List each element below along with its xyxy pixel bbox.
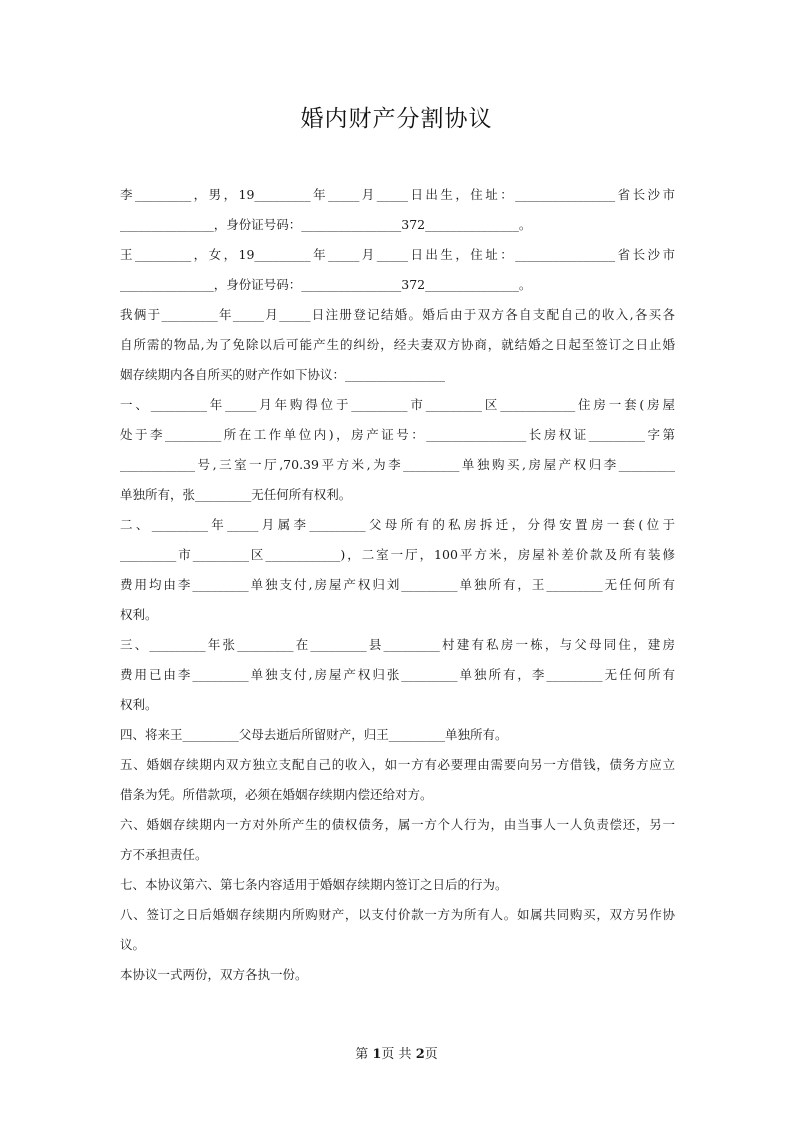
current-page-number: 1 [372, 1047, 382, 1062]
text-line: 三、_________年张_________在_________县_________村建有私房一栋，与父母同住，建房 [120, 637, 675, 652]
page-number-middle: 页 共 [381, 1047, 416, 1062]
text-line: 费用已由李_________单独支付,房屋产权归张_________单独所有，李_________无任何所有 [120, 667, 675, 682]
text-line: _______________，身份证号码：________________372_______________。 [120, 217, 532, 232]
text-line: 本协议一式两份，双方各执一份。 [120, 967, 308, 982]
text-line: 单独所有，张_________无任何所有权利。 [120, 487, 352, 502]
text-line: 我俩于_________年_____月_____日注册登记结婚。婚后由于双方各自支配自己的收入,各买各 [120, 307, 675, 322]
text-line: 四、将来王_________父母去逝后所留财产，归王_________单独所有。 [120, 727, 508, 742]
page-footer [0, 1043, 793, 1062]
text-line: 议。 [120, 937, 146, 952]
text-line: 自所需的物品,为了免除以后可能产生的纠纷，经夫妻双方协商，就结婚之日起至签订之日止婚 [120, 337, 675, 352]
document-body [120, 180, 675, 990]
text-line: 七、本协议第六、第七条内容适用于婚姻存续期内签订之日后的行为。 [120, 877, 508, 892]
text-line: 五、婚姻存续期内双方独立支配自己的收入，如一方有必要理由需要向另一方借钱，债务方应立 [120, 757, 675, 772]
text-line: 借条为凭。所借款项，必须在婚姻存续期内偿还给对方。 [120, 787, 433, 802]
page-number-suffix: 页 [424, 1047, 438, 1062]
text-line: _______________，身份证号码：________________372_______________。 [120, 277, 532, 292]
text-line: 王_________，女，19_________年_____月_____日出生，住址：________________省长沙市 [120, 247, 675, 262]
page-number-prefix: 第 [355, 1047, 373, 1062]
text-line: 处于李_________所在工作单位内)，房产证号：________________长房权证_________字第 [120, 427, 675, 442]
text-line: 方不承担责任。 [120, 847, 208, 862]
total-page-number: 2 [415, 1047, 425, 1062]
text-line: 费用均由李_________单独支付,房屋产权归刘_________单独所有，王_________无任何所有 [120, 577, 675, 592]
text-line: ____________号,三室一厅,70.39平方米,为李_________单独购买,房屋产权归李_________ [120, 457, 675, 472]
text-line: 姻存续期内各自所买的财产作如下协议：________________ [120, 367, 446, 382]
text-line: 一、_________年_____月年购得位于_________市_________区____________住房一套(房屋 [120, 397, 675, 412]
text-line: 李_________，男，19_________年_____月_____日出生，住址：________________省长沙市 [120, 187, 675, 202]
text-line: 八、签订之日后婚姻存续期内所购财产，以支付价款一方为所有人。如属共同购买，双方另作协 [120, 907, 675, 922]
text-line: 六、婚姻存续期内一方对外所产生的债权债务，属一方个人行为，由当事人一人负责偿还，另一 [120, 817, 675, 832]
text-line: 二、_________年_____月属李_________父母所有的私房拆迁，分得安置房一套(位于 [120, 517, 675, 532]
text-line: 权利。 [120, 607, 158, 622]
text-line: _________市_________区____________)，二室一厅，100平方米，房屋补差价款及所有装修 [120, 547, 675, 562]
document-title: 婚内财产分割协议 [300, 106, 493, 132]
text-line: 权利。 [120, 697, 158, 712]
